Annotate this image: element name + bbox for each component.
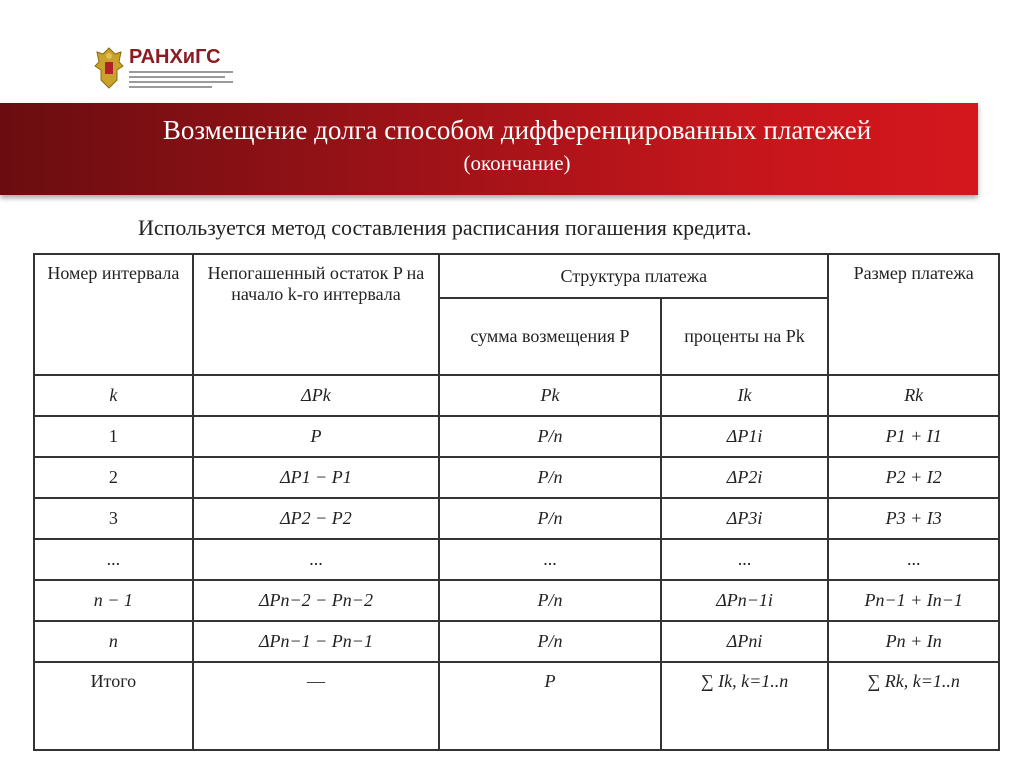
cell-payment: Pn + In	[828, 621, 999, 662]
repayment-schedule-table	[33, 253, 1000, 751]
cell-interest: Ik	[661, 375, 829, 416]
table-row	[34, 498, 999, 539]
cell-interval: 3	[34, 498, 193, 539]
cell-interest: ΔP3i	[661, 498, 829, 539]
cell-repayment: P/n	[439, 457, 661, 498]
cell-payment: Pn−1 + In−1	[828, 580, 999, 621]
cell-interest: ...	[661, 539, 829, 580]
cell-balance: ΔPn−1 − Pn−1	[193, 621, 440, 662]
cell-total-payment: ∑ Rk, k=1..n	[828, 662, 999, 750]
table-row	[34, 457, 999, 498]
cell-interval: n − 1	[34, 580, 193, 621]
column-header-interval: Номер интервала	[34, 254, 193, 375]
cell-interest: ΔP2i	[661, 457, 829, 498]
cell-payment: P3 + I3	[828, 498, 999, 539]
cell-repayment: Pk	[439, 375, 661, 416]
cell-balance: ΔP1 − P1	[193, 457, 440, 498]
cell-total-label: Итого	[34, 662, 193, 750]
table-row	[34, 621, 999, 662]
cell-interval: 1	[34, 416, 193, 457]
table-row	[34, 580, 999, 621]
table-row	[34, 539, 999, 580]
ranepa-logo	[93, 44, 233, 94]
slide-subtitle: (окончание)	[463, 151, 571, 175]
slide-title: Возмещение долга способом дифференцированных платежей	[162, 115, 872, 145]
cell-repayment: P/n	[439, 416, 661, 457]
cell-interval: 2	[34, 457, 193, 498]
column-header-balance: Непогашенный остаток P на начало k-го интервала	[193, 254, 440, 375]
cell-balance: ...	[193, 539, 440, 580]
table-row	[34, 416, 999, 457]
cell-interval: n	[34, 621, 193, 662]
intro-text: Используется метод составления расписания погашения кредита.	[138, 215, 752, 240]
cell-interest: ΔPn−1i	[661, 580, 829, 621]
cell-repayment: P/n	[439, 580, 661, 621]
eagle-emblem-icon	[93, 44, 125, 92]
cell-repayment: ...	[439, 539, 661, 580]
column-header-payment: Размер платежа	[828, 254, 999, 375]
cell-interest: ΔP1i	[661, 416, 829, 457]
cell-payment: P2 + I2	[828, 457, 999, 498]
column-header-repayment: сумма возмещения P	[439, 298, 661, 375]
cell-payment: Rk	[828, 375, 999, 416]
table-header-row	[34, 254, 999, 298]
logo-text: РАНХиГС	[129, 46, 221, 68]
cell-balance: P	[193, 416, 440, 457]
cell-total-repayment: P	[439, 662, 661, 750]
cell-interest: ΔPni	[661, 621, 829, 662]
cell-repayment: P/n	[439, 621, 661, 662]
cell-total-interest: ∑ Ik, k=1..n	[661, 662, 829, 750]
cell-interval: k	[34, 375, 193, 416]
cell-payment: ...	[828, 539, 999, 580]
column-header-interest: проценты на Pk	[661, 298, 829, 375]
cell-total-balance: —	[193, 662, 440, 750]
cell-balance: ΔPn−2 − Pn−2	[193, 580, 440, 621]
cell-balance: ΔP2 − P2	[193, 498, 440, 539]
cell-balance: ΔPk	[193, 375, 440, 416]
cell-repayment: P/n	[439, 498, 661, 539]
column-header-structure: Структура платежа	[439, 254, 828, 298]
cell-payment: P1 + I1	[828, 416, 999, 457]
cell-interval: ...	[34, 539, 193, 580]
logo-caption-lines	[129, 71, 233, 91]
table-row	[34, 375, 999, 416]
table-total-row	[34, 662, 999, 750]
